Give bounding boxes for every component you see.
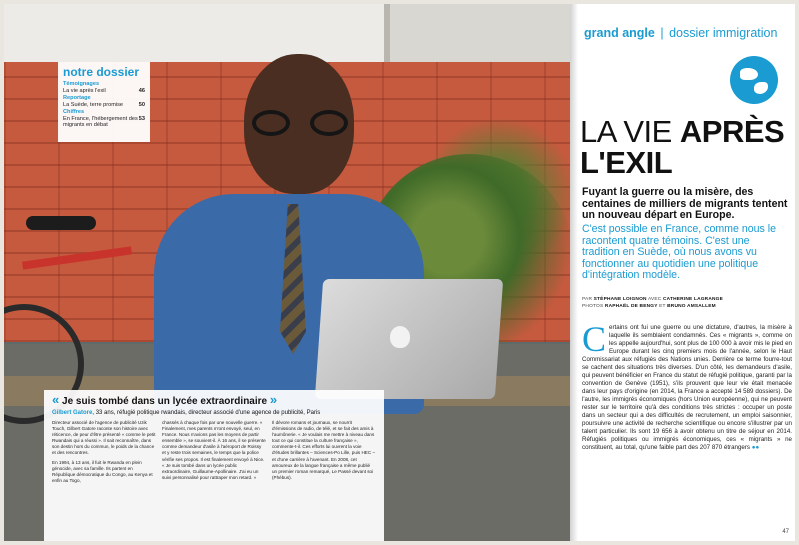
testimony-byline — [52, 409, 376, 417]
paragraph: En 1994, à 13 ans, il fuit le Rwanda en plein génocide, avec sa famille. Ils partent en République démocratique du Congo, au Kenya et enfin au Togo, — [52, 459, 153, 483]
dossier-item[interactable] — [63, 109, 145, 129]
page-number: 47 — [782, 529, 789, 535]
credit-label: PAR — [582, 297, 594, 302]
continue-dots: ●● — [750, 444, 760, 451]
testimony-headline — [52, 394, 376, 408]
article-column — [52, 420, 156, 487]
credits — [582, 296, 723, 310]
credit-label: ET — [657, 304, 668, 309]
quote-close: » — [269, 392, 278, 407]
credit-authors — [582, 296, 723, 303]
article-column — [162, 420, 266, 487]
article-columns — [52, 420, 376, 487]
page-spine — [570, 4, 578, 541]
credit-name: CATHERINE LAGRANGE — [663, 297, 724, 302]
section-rubric — [584, 26, 777, 40]
paragraph: Directeur associé de l'agence de publicité Uzik Touch, Gilbert Gatore raconte son histoire avec réticence, de peur d'être présenté « comme le petit Rwandais qui a réussi ». Il sait reconnaître, dans son destin hors du commun, le poids de la chance et des rencontres. — [52, 420, 156, 456]
page-title — [580, 116, 784, 178]
dossier-page: 50 — [138, 101, 145, 108]
title-part-bold: L'EXIL — [580, 145, 673, 180]
credit-name: BRUNO AMSALLEM — [667, 304, 716, 309]
rubric-secondary: dossier immigration — [669, 26, 778, 40]
right-page — [570, 4, 795, 541]
dossier-item[interactable] — [63, 81, 145, 94]
paragraph: chassés à chaque fois par une nouvelle guerre. « Finalement, mes parents m'ont envoyé, seul, en France. Nous n'avions pas les moyens de partir ensemble », se souvient-il. À 16 ans, il se présente comme demandeur d'asile à l'aéroport de Roissy et y reste trois semaines, le temps que la police vérifie ses propos. Il est finalement envoyé à Nice. « Je suis tombé dans un lycée public extraordinaire, Guillaume-Apollinaire. J'ai eu un suivi personnalisé pour rattraper mon retard. » — [162, 420, 266, 480]
credit-photos — [582, 303, 723, 310]
quote-open: « — [52, 392, 60, 407]
byline-rest: 33 ans, réfugié politique rwandais, directeur associé d'une agence de publicité, Paris — [95, 410, 321, 416]
credit-label: AVEC — [646, 297, 663, 302]
dossier-item[interactable] — [63, 95, 145, 108]
testimony-article — [44, 390, 384, 541]
article-column — [272, 420, 376, 487]
body-text: ertains ont fui une guerre ou une dictature, d'autres, la misère à laquelle ils semblaient condamnés. Ces « migrants », comme on les appelle aujourd'hui, sont plus de 100 000 à avoir mis le pied en Europe durant les cinq premiers mois de l'année, selon le Haut Commissariat aux réfugiés des Nations unies. Derrière ce terme fourre-tout se cachent des situations très diverses. D'un côté, les demandeurs d'asile, qui peuvent bénéficier en France du statut de réfugié politique, garanti par la convention de Genève (1951), s'ils prouvent que leur vie était menacée dans leur pays d'origine (en 2014, la France a accepté 14 589 dossiers). De l'autre, les immigrés économiques (hors Union européenne), qui ne peuvent rester sur le territoire qu'à des conditions très strictes : occuper un poste dans un secteur qui a des difficultés de recrutement, un emploi saisonnier, poursuivre une activité de recherche scientifique ou encore s'illustrer par un talent particulier. Ils sont 19 656 à avoir obtenu un titre de séjour en 2014. Réfugiés politiques ou immigrés économiques, ces « migrants » ne constituent, au total, qu'une faible part des 207 870 étrangers — [582, 324, 792, 451]
dossier-category: Témoignages — [63, 81, 100, 87]
dossier-page: 46 — [138, 87, 145, 94]
byline-name: Gilbert Gatore, — [52, 410, 95, 416]
glasses — [252, 110, 348, 136]
title-part-bold: APRÈS — [679, 114, 785, 149]
dossier-box — [58, 62, 150, 142]
bicycle-seat — [26, 216, 96, 230]
globe-icon — [730, 56, 778, 104]
dossier-text: En France, l'hébergement des migrants en débat — [63, 115, 138, 128]
lead-blue: C'est possible en France, comme nous le racontent quatre témoins. C'est une tradition en Suède, où nous avons vu fonctionner au quotidien une politique d'intégration modèle. — [582, 223, 776, 281]
title-part: LA VIE — [580, 114, 680, 149]
paragraph: Il dévore romans et journaux, se nourrit d'émissions de radio, de télé, et se fait des amis à l'aumônerie. « Je voulais me mettre à niveau dans tout ce qui constitue la culture française », commente-t-il. Ces efforts lui ouvrent la voie d'études brillantes – Sciences-Po Lille, puis HEC – et d'une carrière à l'avenant. En 2008, cet amoureux de la langue française a même publié un premier roman remarqué, Le Passé devant soi (Phébus). — [272, 420, 376, 480]
magazine-spread — [4, 4, 795, 541]
rubric-primary: grand angle — [584, 26, 655, 40]
credit-name: RAPHAËL DE BENGY — [604, 304, 658, 309]
article-body — [582, 319, 792, 452]
dropcap: C — [582, 319, 607, 359]
headline-text: Je suis tombé dans un lycée extraordinaire — [62, 396, 268, 407]
credit-name: STÉPHANE LOIGNON — [593, 297, 647, 302]
dossier-text: La vie après l'exil — [63, 87, 106, 94]
dossier-title: notre dossier — [63, 65, 140, 79]
rubric-separator: | — [660, 26, 664, 40]
dossier-text: La Suède, terre promise — [63, 101, 124, 108]
dossier-category: Reportage — [63, 95, 91, 101]
dossier-page: 53 — [138, 115, 145, 122]
credit-label: PHOTOS — [582, 304, 605, 309]
apple-logo-icon — [390, 326, 410, 348]
dossier-category: Chiffres — [63, 109, 85, 115]
lead-bold: Fuyant la guerre ou la misère, des centaines de milliers de migrants tentent un nouveau départ en Europe. — [582, 186, 788, 221]
